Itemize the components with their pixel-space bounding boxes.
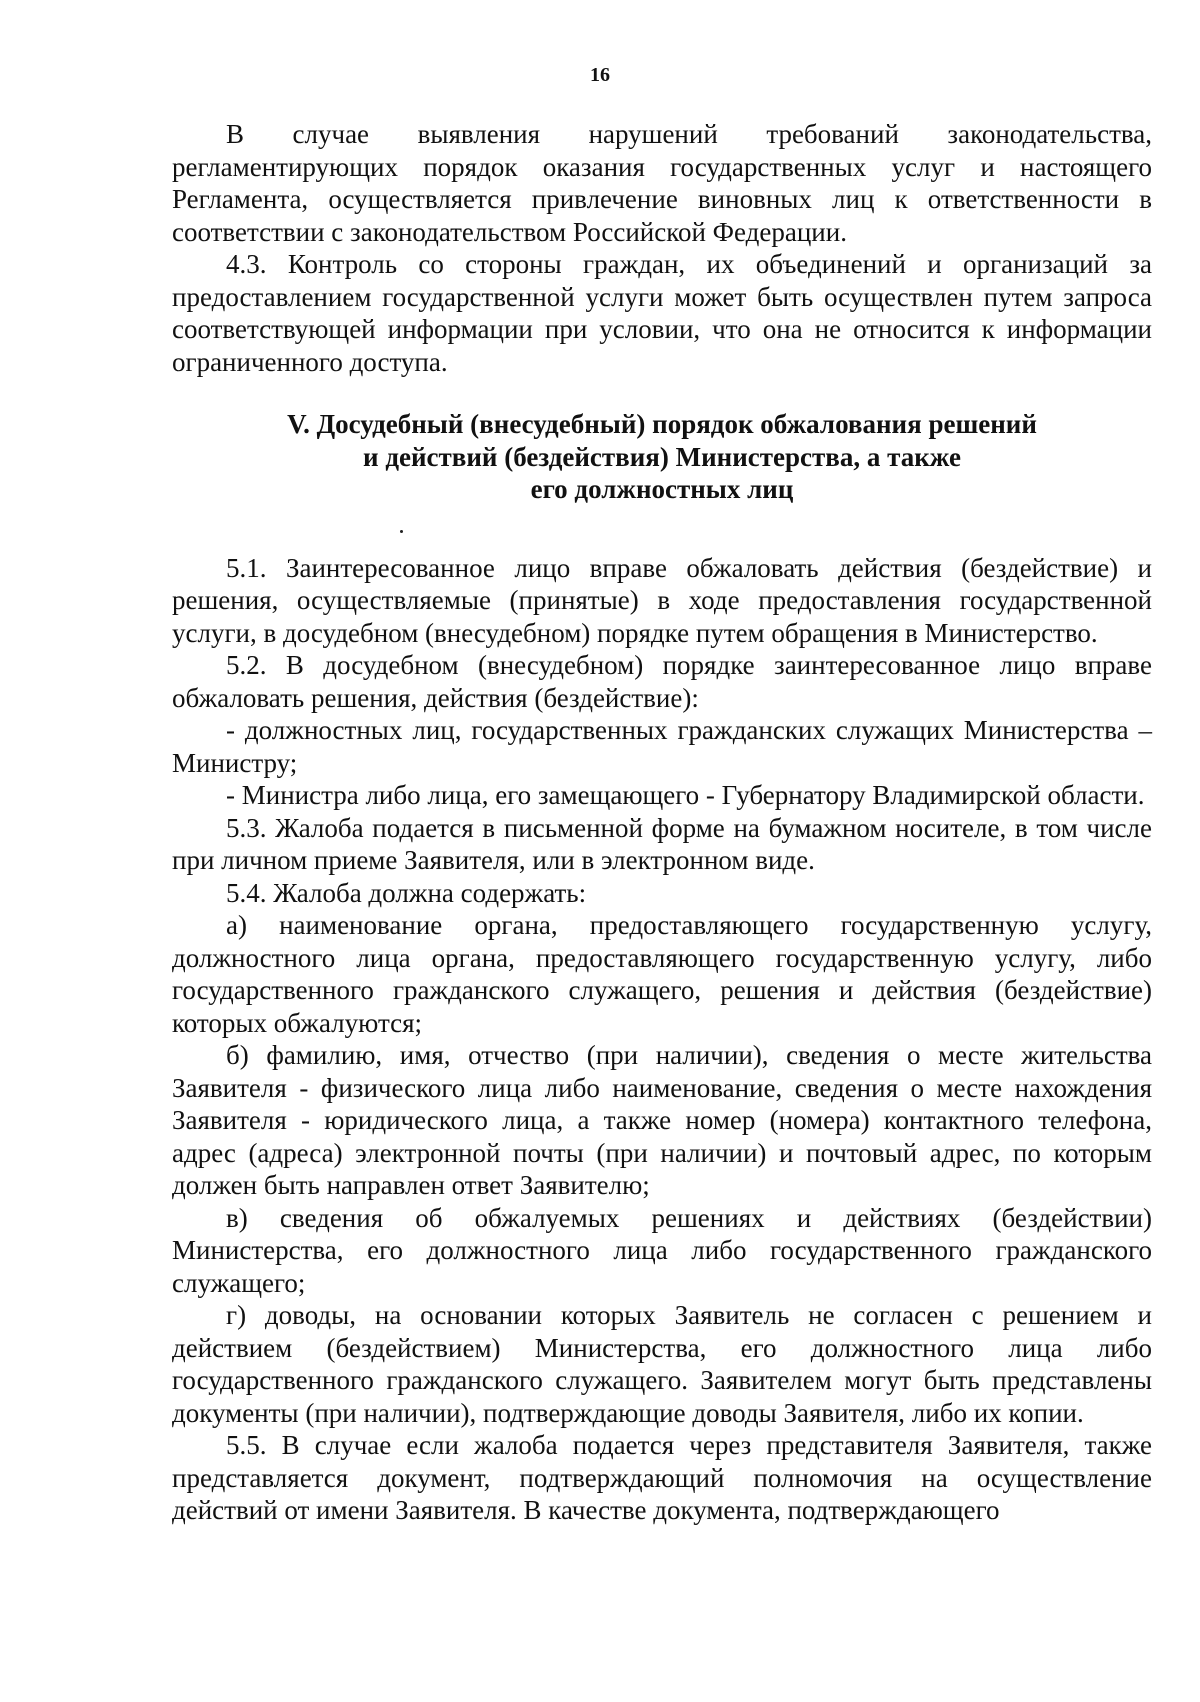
paragraph-5-4: 5.4. Жалоба должна содержать: [226, 877, 587, 908]
paragraph-5-5: 5.5. В случае если жалоба подается через представителя Заявителя, также представляется документ, подтверждающий полномочия на осуществление действий от имени Заявителя. В качестве документа, подтверждающего [172, 1430, 1152, 1525]
section-heading [172, 408, 1152, 506]
paragraph-5-2: 5.2. В досудебном (внесудебном) порядке заинтересованное лицо вправе обжаловать решения, действия (бездействие): [172, 650, 1152, 713]
page-number: 16 [590, 64, 610, 86]
list-item-v: в) сведения об обжалуемых решениях и действиях (бездействии) Министерства, его должностного лица либо государственного гражданского служащего; [172, 1202, 1152, 1298]
list-item-b: б) фамилию, имя, отчество (при наличии), сведения о месте жительства Заявителя - физического лица либо наименование, сведения о месте нахождения Заявителя - юридического лица, а также номер (номера) контактного телефона, адрес (адреса) электронной почты (при наличии) и почтовый адрес, по которым должен быть направлен ответ Заявителю; [172, 1040, 1152, 1200]
list-item-g: г) доводы, на основании которых Заявитель не согласен с решением и действием (бездействием) Министерства, его должностного лица либо государственного гражданского служащего. Заявителем могут быть представлены документы (при наличии), подтверждающие доводы Заявителя, либо их копии. [172, 1300, 1152, 1428]
document-body [172, 118, 1152, 1527]
list-item-minister: - Министра либо лица, его замещающего - Губернатору Владимирской области. [226, 780, 1145, 810]
paragraph-5-1: 5.1. Заинтересованное лицо вправе обжаловать действия (бездействие) и решения, осуществляемые (принятые) в ходе предоставления государственной услуги, в досудебном (внесудебном) порядке путем обращения в Министерство. [172, 552, 1152, 648]
paragraph-5-3: 5.3. Жалоба подается в письменной форме на бумажном носителе, в том числе при личном приеме Заявителя, или в электронном виде. [172, 812, 1152, 875]
section-heading-line-1: V. Досудебный (внесудебный) порядок обжалования решений [287, 409, 1037, 439]
section-heading-line-2: и действий (бездействия) Министерства, а также [363, 441, 961, 472]
list-item-officials: - должностных лиц, государственных гражданских служащих Министерства – Министру; [172, 715, 1152, 778]
paragraph-violations: В случае выявления нарушений требований законодательства, регламентирующих порядок оказания государственных услуг и настоящего Регламента, осуществляется привлечение виновных лиц к ответственности в соответствии с законодательством Российской Федерации. [172, 119, 1152, 247]
section-heading-line-3: его должностных лиц [530, 474, 794, 504]
list-item-a: а) наименование органа, предоставляющего государственную услугу, должностного лица органа, предоставляющего государственную услугу, либо государственного гражданского служащего, решения и действия (бездействие) которых обжалуются; [172, 910, 1152, 1038]
paragraph-4-3: 4.3. Контроль со стороны граждан, их объединений и организаций за предоставлением государственной услуги может быть осуществлен путем запроса соответствующей информации при условии, что она не относится к информации ограниченного доступа. [172, 249, 1152, 377]
